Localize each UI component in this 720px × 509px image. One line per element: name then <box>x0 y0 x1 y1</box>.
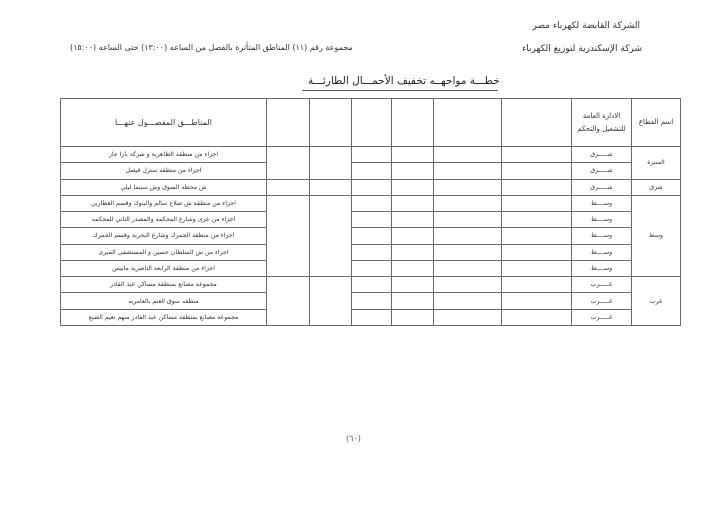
empty-merged-cell <box>267 179 310 195</box>
empty-cell <box>392 212 434 228</box>
empty-cell <box>502 212 572 228</box>
empty-cell <box>502 277 572 293</box>
empty-merged-cell <box>310 147 352 180</box>
sector-name-cell: المنترة <box>632 147 681 180</box>
empty-cell <box>434 260 502 276</box>
empty-cell <box>352 228 392 244</box>
empty-cell <box>352 163 392 179</box>
empty-cell <box>392 163 434 179</box>
empty-cell <box>434 293 502 309</box>
header-empty-col <box>352 99 392 147</box>
empty-merged-cell <box>267 195 310 276</box>
empty-cell <box>434 195 502 211</box>
empty-merged-cell <box>310 277 352 326</box>
region-cell: اجزاء من منطقة الرابعه الناصرية مابيس <box>61 260 267 276</box>
header-empty-col <box>502 99 572 147</box>
region-cell: اجزاء من ش السلطان حسين و المستشفى الميرى <box>61 244 267 260</box>
table-row <box>61 212 681 228</box>
empty-cell <box>502 293 572 309</box>
empty-merged-cell <box>267 277 310 326</box>
distribution-company-name: شركة الإسكندرية لتوزيع الكهرباء <box>521 44 642 54</box>
empty-cell <box>392 195 434 211</box>
header-empty-col <box>392 99 434 147</box>
empty-cell <box>434 244 502 260</box>
empty-cell <box>392 293 434 309</box>
table-row <box>61 293 681 309</box>
region-cell: اجزاء من منطقه ستزل فيصل <box>61 163 267 179</box>
sector-name-cell: شرق <box>632 179 681 195</box>
empty-merged-cell <box>267 147 310 180</box>
table-row <box>61 163 681 179</box>
general-admin-cell: وســــط <box>572 228 632 244</box>
empty-cell <box>434 228 502 244</box>
empty-cell <box>352 179 392 195</box>
table-row <box>61 260 681 276</box>
empty-cell <box>502 147 572 163</box>
general-admin-cell: غـــــرب <box>572 293 632 309</box>
empty-cell <box>352 195 392 211</box>
empty-cell <box>434 147 502 163</box>
empty-cell <box>502 260 572 276</box>
table-row <box>61 179 681 195</box>
region-cell: اجزاء من منطقة الجمرك وشارع البحرية وقسم الجمرك <box>61 228 267 244</box>
header-regions: المناطـــق المفصـــول عنهـــا <box>61 99 267 147</box>
region-cell: اجزاء من منطقة ش صلاح سالم والبنوك وقسم العطارين <box>61 195 267 211</box>
empty-cell <box>352 309 392 325</box>
empty-cell <box>502 195 572 211</box>
empty-cell <box>352 147 392 163</box>
empty-cell <box>392 260 434 276</box>
region-cell: اجزاء من عرى وشارع المحكمه والمصدر الثاني للمحكمه <box>61 212 267 228</box>
empty-cell <box>434 212 502 228</box>
empty-cell <box>434 277 502 293</box>
region-cell: مجموعة مصانع بمنطقة مساكن عبد القادر منهم نعيم الضبع <box>61 309 267 325</box>
empty-cell <box>352 277 392 293</box>
document-title: خطـــة مواجهــه تخفيف الأحمـــال الطارئـــة <box>308 75 500 87</box>
general-admin-cell: شـــــرق <box>572 163 632 179</box>
page-number: (٦٠) <box>346 434 361 443</box>
general-admin-cell: غـــــرب <box>572 277 632 293</box>
sector-name-cell: وسط <box>632 195 681 276</box>
header-sector-name: اسم القطاع <box>632 99 681 147</box>
empty-cell <box>502 309 572 325</box>
region-cell: منطقه سوق الغنم بالعامريه <box>61 293 267 309</box>
empty-cell <box>502 244 572 260</box>
empty-cell <box>352 212 392 228</box>
general-admin-cell: وســــط <box>572 195 632 211</box>
general-admin-cell: وســــط <box>572 244 632 260</box>
table-row <box>61 277 681 293</box>
general-admin-cell: شـــــرق <box>572 147 632 163</box>
table-row <box>61 195 681 211</box>
header-empty-col <box>310 99 352 147</box>
table-row <box>61 309 681 325</box>
empty-cell <box>434 163 502 179</box>
holding-company-name: الشركة القابضة لكهرباء مصر <box>532 21 640 31</box>
table-header-row <box>61 99 681 147</box>
empty-cell <box>392 244 434 260</box>
general-admin-cell: شـــــرق <box>572 179 632 195</box>
empty-cell <box>502 179 572 195</box>
empty-cell <box>392 179 434 195</box>
empty-cell <box>392 309 434 325</box>
empty-cell <box>434 309 502 325</box>
empty-cell <box>392 277 434 293</box>
header-empty-col <box>267 99 310 147</box>
empty-merged-cell <box>310 195 352 276</box>
load-shedding-table <box>60 98 681 326</box>
empty-cell <box>502 228 572 244</box>
table-row <box>61 147 681 163</box>
general-admin-cell: وســــط <box>572 260 632 276</box>
table-row <box>61 244 681 260</box>
sector-name-cell: غرب <box>632 277 681 326</box>
empty-cell <box>502 163 572 179</box>
region-cell: مجموعة مصانع بمنطقة مساكن عبد القادر <box>61 277 267 293</box>
empty-cell <box>352 244 392 260</box>
header-general-admin: الادارة العامة للتشغيل والتحكم <box>572 99 632 147</box>
empty-cell <box>392 228 434 244</box>
empty-cell <box>352 293 392 309</box>
title-underline <box>302 90 498 91</box>
empty-cell <box>434 179 502 195</box>
empty-cell <box>392 147 434 163</box>
region-cell: اجزاء من منطقة الظاهرية و شركة بارا جاز <box>61 147 267 163</box>
general-admin-cell: غـــــرب <box>572 309 632 325</box>
table-row <box>61 228 681 244</box>
empty-merged-cell <box>310 179 352 195</box>
general-admin-cell: وســــط <box>572 212 632 228</box>
region-cell: ش محطه السوق وش سينما ليلي <box>61 179 267 195</box>
header-empty-col <box>434 99 502 147</box>
group-schedule-line: مجموعة رقم (١١) المناطق المتأثرة بالفصل من الساعه (١٣:٠٠) حتى الساعه (١٥:٠٠) <box>70 43 353 52</box>
empty-cell <box>352 260 392 276</box>
